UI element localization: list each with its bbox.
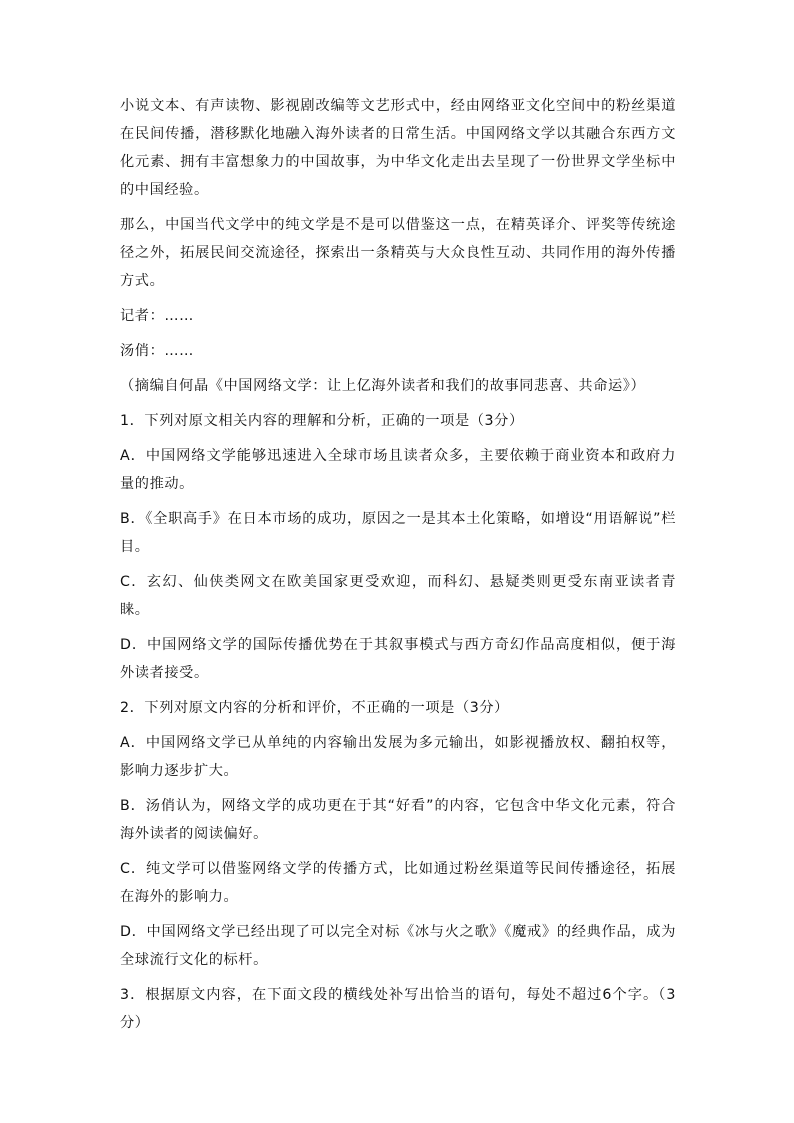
question-2-stem: 2．下列对原文内容的分析和评价，不正确的一项是（3分） [120, 700, 509, 716]
interviewee-line: 汤俏：…… [120, 343, 194, 359]
body-paragraph: 那么，中国当代文学中的纯文学是不是可以借鉴这一点，在精英译介、评奖等传统途径之外，拓展民间交流途径，探索出一条精英与大众良性互动、共同作用的海外传播方式。 [120, 217, 676, 289]
question-1-option-b: B．《全职高手》在日本市场的成功，原因之一是其本土化策略，如增设“用语解说”栏目。 [120, 511, 676, 555]
question-1-option-a: A．中国网络文学能够迅速进入全球市场且读者众多，主要依赖于商业资本和政府力量的推动。 [120, 448, 676, 492]
reporter-line: 记者：…… [120, 308, 194, 324]
question-2-option-b: B．汤俏认为，网络文学的成功更在于其“好看”的内容，它包含中华文化元素，符合海外读者的阅读偏好。 [120, 798, 676, 842]
question-3-stem: 3．根据原文内容，在下面文段的横线处补写出恰当的语句，每处不超过6个字。（3分） [120, 987, 676, 1031]
question-1-option-d: D．中国网络文学的国际传播优势在于其叙事模式与西方奇幻作品高度相似，便于海外读者接受。 [120, 637, 676, 681]
question-2-option-a: A．中国网络文学已从单纯的内容输出发展为多元输出，如影视播放权、翻拍权等，影响力逐步扩大。 [120, 735, 676, 779]
question-2-option-c: C．纯文学可以借鉴网络文学的传播方式，比如通过粉丝渠道等民间传播途径，拓展在海外的影响力。 [120, 861, 676, 905]
body-paragraph: 小说文本、有声读物、影视剧改编等文艺形式中，经由网络亚文化空间中的粉丝渠道在民间传播，潜移默化地融入海外读者的日常生活。中国网络文学以其融合东西方文化元素、拥有丰富想象力的中国故事，为中华文化走出去呈现了一份世界文学坐标中的中国经验。 [120, 98, 676, 198]
question-2-option-d: D．中国网络文学已经出现了可以完全对标《冰与火之歌》《魔戒》的经典作品，成为全球流行文化的标杆。 [120, 924, 676, 968]
source-citation: （摘编自何晶《中国网络文学：让上亿海外读者和我们的故事同悲喜、共命运》） [120, 378, 646, 394]
question-1-option-c: C．玄幻、仙侠类网文在欧美国家更受欢迎，而科幻、悬疑类则更受东南亚读者青睐。 [120, 574, 676, 618]
question-1-stem: 1．下列对原文相关内容的理解和分析，正确的一项是（3分） [120, 413, 524, 429]
document-page [120, 92, 676, 1044]
